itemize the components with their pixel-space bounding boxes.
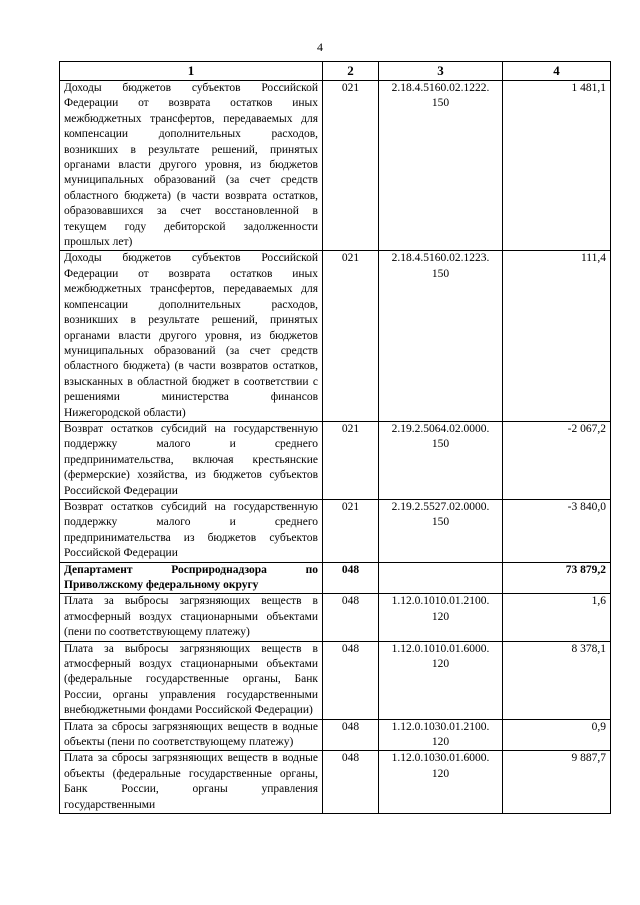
header-col-3: 3 (379, 62, 503, 81)
row-admin-code: 048 (323, 594, 379, 641)
row-admin-code: 021 (323, 499, 379, 562)
header-col-2: 2 (323, 62, 379, 81)
row-admin-code: 048 (323, 751, 379, 814)
header-col-4: 4 (503, 62, 611, 81)
row-name: Плата за выбросы загрязняющих веществ в атмосферный воздух стационарными объектами (федеральные государственные органы, Банк России, органы управления государственными внебюджетными фондами Российской Федерации) (60, 641, 323, 719)
table-row (60, 251, 611, 421)
row-amount: 8 378,1 (503, 641, 611, 719)
budget-revenue-table (59, 61, 611, 814)
page-number: 4 (317, 40, 323, 54)
row-classification-code: 1.12.0.1030.01.6000. 120 (379, 751, 503, 814)
row-classification-code: 1.12.0.1010.01.2100. 120 (379, 594, 503, 641)
department-row (60, 562, 611, 594)
row-classification-code: 2.19.2.5064.02.0000. 150 (379, 421, 503, 499)
row-amount: 1 481,1 (503, 81, 611, 251)
row-amount: 1,6 (503, 594, 611, 641)
row-classification-code: 2.18.4.5160.02.1223. 150 (379, 251, 503, 421)
row-name: Плата за сбросы загрязняющих веществ в водные объекты (пени по соответствующему платежу) (60, 719, 323, 751)
row-amount: 9 887,7 (503, 751, 611, 814)
department-admin-code: 048 (323, 562, 379, 594)
table-row (60, 719, 611, 751)
row-amount: 0,9 (503, 719, 611, 751)
table-row (60, 594, 611, 641)
header-col-1: 1 (60, 62, 323, 81)
department-classification-code (379, 562, 503, 594)
row-amount: 111,4 (503, 251, 611, 421)
row-admin-code: 048 (323, 641, 379, 719)
row-name: Доходы бюджетов субъектов Российской Федерации от возврата остатков иных межбюджетных трансфертов, передаваемых для компенсации дополнительных расходов, возникших в результате решений, принятых органами власти другого уровня, из бюджетов муниципальных образований (за счет средств областного бюджета) (в части возврата остатков, образовавшихся за счет восстановленной в текущем году дебиторской задолженности прошлых лет) (60, 81, 323, 251)
row-name: Доходы бюджетов субъектов Российской Федерации от возврата остатков иных межбюджетных трансфертов, передаваемых для компенсации дополнительных расходов, возникших в результате решений, принятых органами власти другого уровня, из бюджетов муниципальных образований (за счет средств областного бюджета) (в части возвратов остатков, взысканных в областной бюджет в соответствии с решениями министерства финансов Нижегородской области) (60, 251, 323, 421)
table-row (60, 499, 611, 562)
table-row (60, 421, 611, 499)
department-name: Департамент Росприроднадзора по Приволжскому федеральному округу (60, 562, 323, 594)
row-amount: -2 067,2 (503, 421, 611, 499)
table-header-row (60, 62, 611, 81)
row-admin-code: 021 (323, 421, 379, 499)
row-admin-code: 021 (323, 251, 379, 421)
row-classification-code: 2.19.2.5527.02.0000. 150 (379, 499, 503, 562)
row-amount: -3 840,0 (503, 499, 611, 562)
row-name: Плата за сбросы загрязняющих веществ в водные объекты (федеральные государственные органы, Банк России, органы управления государственными (60, 751, 323, 814)
row-classification-code: 2.18.4.5160.02.1222. 150 (379, 81, 503, 251)
row-name: Возврат остатков субсидий на государственную поддержку малого и среднего предпринимательства из бюджетов субъектов Российской Федерации (60, 499, 323, 562)
row-admin-code: 048 (323, 719, 379, 751)
department-amount: 73 879,2 (503, 562, 611, 594)
row-name: Плата за выбросы загрязняющих веществ в атмосферный воздух стационарными объектами (пени по соответствующему платежу) (60, 594, 323, 641)
row-admin-code: 021 (323, 81, 379, 251)
table-row (60, 751, 611, 814)
table-row (60, 641, 611, 719)
row-name: Возврат остатков субсидий на государственную поддержку малого и среднего предпринимательства, включая крестьянские (фермерские) хозяйства, из бюджетов субъектов Российской Федерации (60, 421, 323, 499)
row-classification-code: 1.12.0.1010.01.6000. 120 (379, 641, 503, 719)
table-row (60, 81, 611, 251)
row-classification-code: 1.12.0.1030.01.2100. 120 (379, 719, 503, 751)
